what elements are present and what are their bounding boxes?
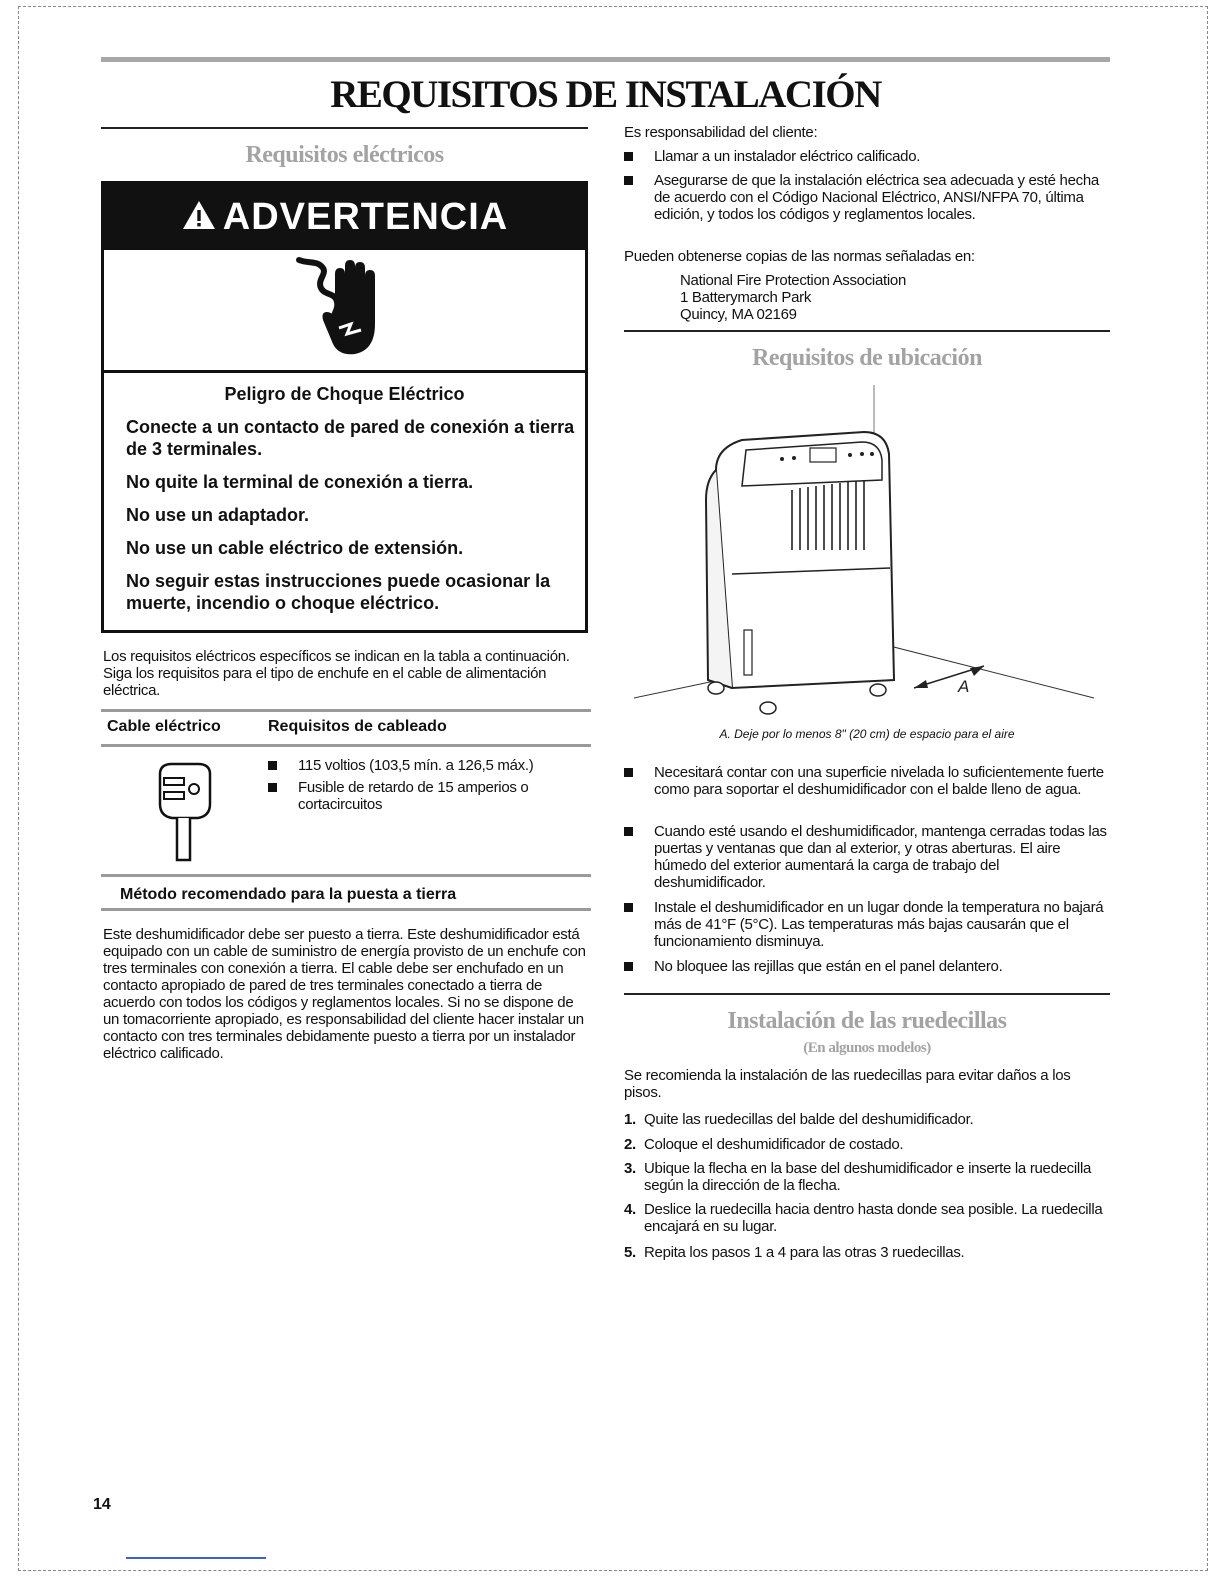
shock-hazard-icon [287, 254, 397, 369]
page-number: 14 [93, 1496, 111, 1513]
caster-step: 4. Deslice la ruedecilla hacia dentro hasta donde sea posible. La ruedecilla encajará en su lugar. [624, 1201, 1103, 1235]
address-block [680, 272, 906, 323]
plug-icon [150, 760, 220, 870]
table-header-rule [101, 744, 591, 747]
grounding-heading: Método recomendado para la puesta a tierra [120, 886, 457, 903]
location-heading: Requisitos de ubicación [752, 345, 982, 371]
warning-line: No quite la terminal de conexión a tierra. [126, 472, 474, 492]
grounding-bottom-rule [101, 908, 591, 911]
grounding-text: Este deshumidificador debe ser puesto a tierra. Este deshumidificador está equipado con un cable de suministro de energía provisto de un enchufe con tres terminales con conexión a tierra. El cable debe ser enchufado en un contacto apropiado de pared de tres terminales conectado a tierra de acuerdo con todos los códigos y reglamentos locales. Si no se dispone de un tomacorriente apropiado, es responsabilidad del cliente hacer instalar un contacto con tres terminales debidamente puesto a tierra por un instalador eléctrico calificado. [103, 926, 586, 1062]
wiring-item: 115 voltios (103,5 mín. a 126,5 máx.) [268, 757, 588, 774]
address-line: Quincy, MA 02169 [680, 306, 797, 323]
warning-line: No use un cable eléctrico de extensión. [126, 538, 464, 558]
location-item: No bloquee las rejillas que están en el panel delantero. [624, 958, 1110, 975]
bottom-link-mark [126, 1557, 266, 1559]
table-header-cable: Cable eléctrico [107, 718, 221, 735]
location-item: Cuando esté usando el deshumidificador, mantenga cerradas todas las puertas y ventanas que dan al exterior, y otras aberturas. El aire húmedo del exterior aumentará la carga de trabajo del deshumidificador. [624, 823, 1110, 891]
warning-box [101, 181, 588, 633]
casters-subheading: (En algunos modelos) [803, 1040, 931, 1056]
address-line: National Fire Protection Association [680, 272, 906, 289]
page-title: REQUISITOS DE INSTALACIÓN [330, 73, 881, 116]
casters-intro: Se recomienda la instalación de las ruedecillas para evitar daños a los pisos. [624, 1067, 1071, 1101]
warning-line: No use un adaptador. [126, 505, 310, 525]
warning-lines [126, 416, 576, 625]
hazard-title: Peligro de Choque Eléctrico [224, 384, 465, 404]
caster-step: 5. Repita los pasos 1 a 4 para las otras 3 ruedecillas. [624, 1244, 965, 1261]
figure-caption: A. Deje por lo menos 8" (20 cm) de espacio para el aire [719, 727, 1015, 741]
figure-label-a: A [958, 677, 970, 696]
customer-item: Asegurarse de que la instalación eléctrica sea adecuada y esté hecha de acuerdo con el Código Nacional Eléctrico, ANSI/NFPA 70, última edición, y todos los códigos y reglamentos locales. [624, 172, 1104, 223]
customer-item: Llamar a un instalador eléctrico calificado. [624, 148, 1110, 165]
customer-intro: Es responsabilidad del cliente: [624, 124, 818, 141]
section-rule [101, 127, 588, 129]
section-rule [624, 330, 1110, 332]
warning-banner-text: ADVERTENCIA [222, 196, 509, 238]
caster-step: 2. Coloque el deshumidificador de costado. [624, 1136, 904, 1153]
address-line: 1 Batterymarch Park [680, 289, 812, 306]
caster-step: 3. Ubique la flecha en la base del deshumidificador e inserte la ruedecilla según la dirección de la flecha. [624, 1160, 1092, 1194]
table-top-rule [101, 709, 591, 712]
warning-line: No seguir estas instrucciones puede ocasionar la muerte, incendio o choque eléctrico. [126, 571, 551, 613]
table-header-requirements: Requisitos de cableado [268, 718, 447, 735]
grounding-top-rule [101, 874, 591, 877]
casters-heading: Instalación de las ruedecillas [727, 1008, 1007, 1034]
location-item: Instale el deshumidificador en un lugar donde la temperatura no bajará más de 41°F (5°C). Las temperaturas más bajas causarán que el funcionamiento disminuya. [624, 899, 1110, 950]
warning-triangle-icon [181, 186, 217, 252]
wiring-item: Fusible de retardo de 15 amperios o cortacircuitos [268, 779, 588, 813]
electrical-heading: Requisitos eléctricos [245, 142, 444, 168]
dehumidifier-illustration [624, 380, 1110, 725]
warning-line: Conecte a un contacto de pared de conexión a tierra de 3 terminales. [126, 417, 575, 459]
warning-banner [104, 184, 585, 250]
copies-text: Pueden obtenerse copias de las normas señaladas en: [624, 248, 975, 265]
caster-step: 1. Quite las ruedecillas del balde del deshumidificador. [624, 1111, 974, 1128]
section-rule [624, 993, 1110, 995]
electrical-intro: Los requisitos eléctricos específicos se indican en la tabla a continuación. Siga los requisitos para el tipo de enchufe en el cable de alimentación eléctrica. [103, 648, 570, 699]
warning-divider [104, 370, 585, 373]
top-rule [101, 57, 1110, 62]
location-item: Necesitará contar con una superficie nivelada lo suficientemente fuerte como para soportar el deshumidificador con el balde lleno de agua. [624, 764, 1110, 798]
